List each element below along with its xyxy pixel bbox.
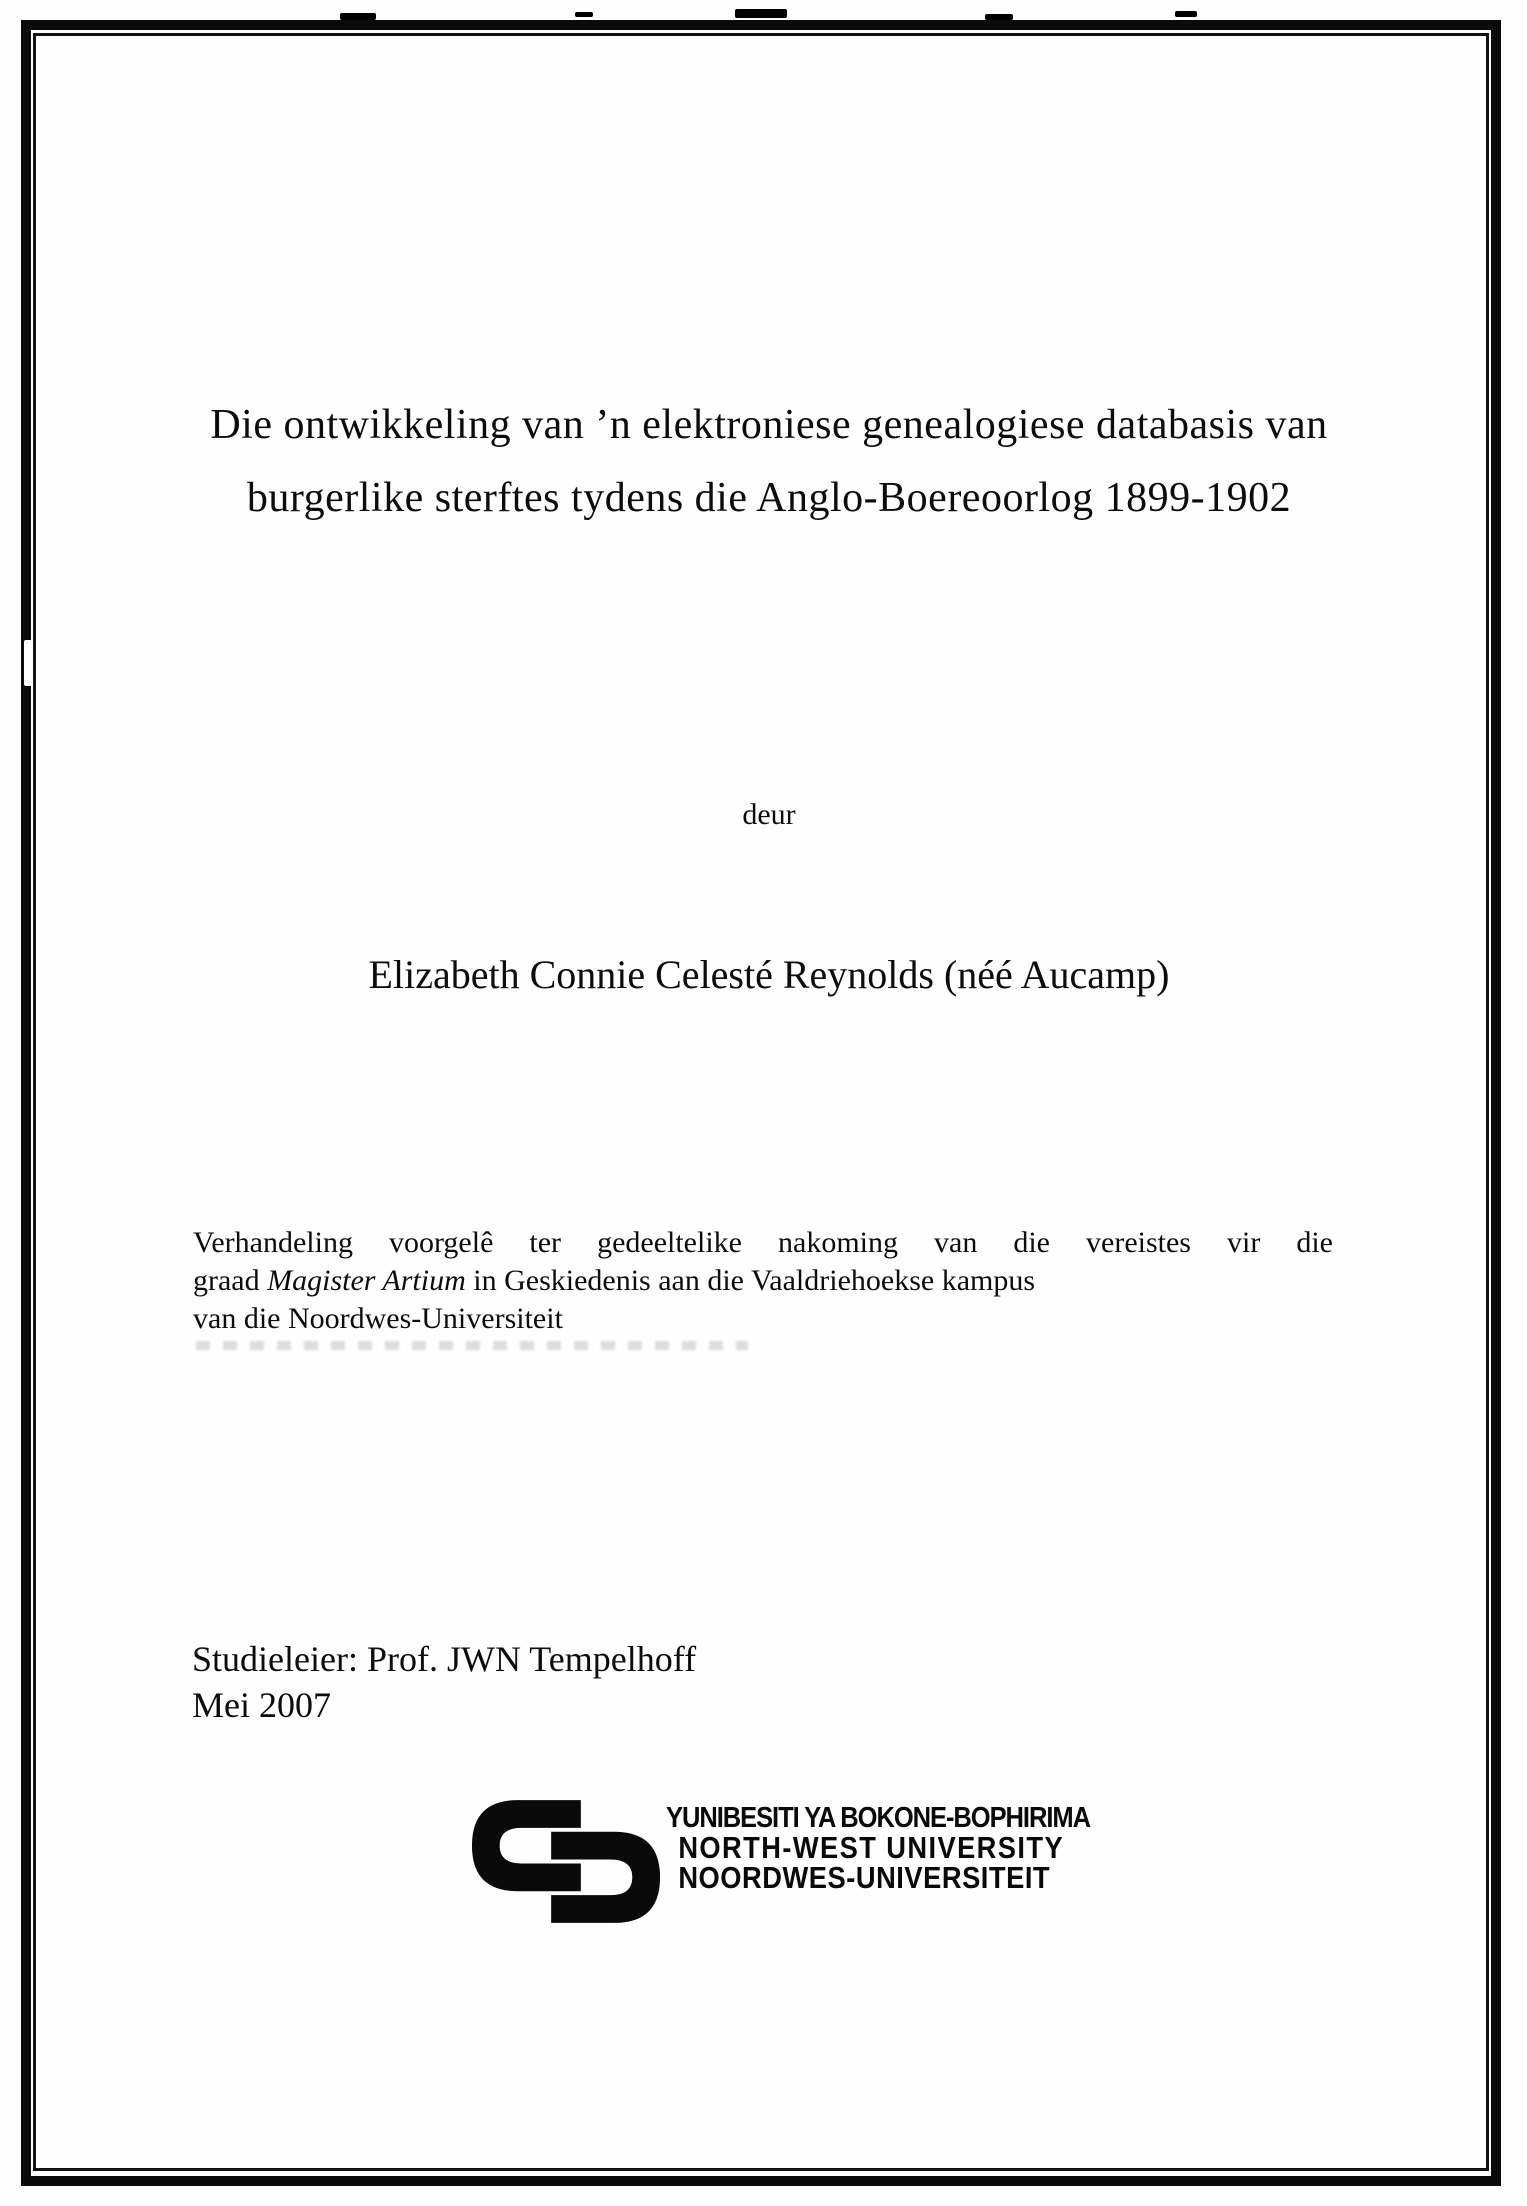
scan-smudge	[575, 12, 593, 17]
submission-degree-name: Magister Artium	[267, 1264, 466, 1297]
university-logo-text	[666, 1803, 1090, 1893]
scan-gap	[24, 640, 32, 686]
author-name: Elizabeth Connie Celesté Reynolds (néé Aucamp)	[368, 952, 1170, 997]
submission-statement	[193, 1224, 1333, 1338]
submission-line1: Verhandeling voorgelê ter gedeeltelike nakoming van die vereistes vir die	[193, 1226, 1333, 1259]
byline-deur: deur	[742, 798, 796, 831]
thesis-title	[193, 389, 1345, 535]
thesis-title-line1: Die ontwikkeling van ’n elektroniese genealogiese databasis van	[210, 402, 1328, 448]
logo-text-setswana: YUNIBESITI YA BOKONE-BOPHIRIMA	[666, 1802, 1090, 1834]
submission-line3: van die Noordwes-Universiteit	[193, 1302, 563, 1335]
logo-text-english: NORTH-WEST UNIVERSITY	[678, 1830, 1065, 1865]
date-line: Mei 2007	[192, 1685, 331, 1725]
submission-line2-pre: graad	[193, 1264, 268, 1297]
supervisor-line: Studieleier: Prof. JWN Tempelhoff	[192, 1639, 697, 1679]
thesis-title-line2: burgerlike sterftes tydens die Anglo-Boereoorlog 1899-1902	[246, 475, 1292, 521]
submission-line2	[193, 1262, 1333, 1300]
supervisor-block	[192, 1636, 696, 1728]
nwu-interlocking-links-icon	[468, 1798, 664, 1925]
scan-smudge	[985, 14, 1013, 20]
scan-smudge	[340, 13, 376, 20]
scan-smudge	[1175, 11, 1197, 17]
scan-bleed-artifact	[196, 1341, 748, 1350]
submission-line2-post: in Geskiedenis aan die Vaaldriehoekse kampus	[465, 1264, 1036, 1297]
logo-text-afrikaans: NOORDWES-UNIVERSITEIT	[678, 1860, 1051, 1895]
university-logo	[468, 1798, 1148, 1925]
scan-smudge	[735, 9, 787, 18]
